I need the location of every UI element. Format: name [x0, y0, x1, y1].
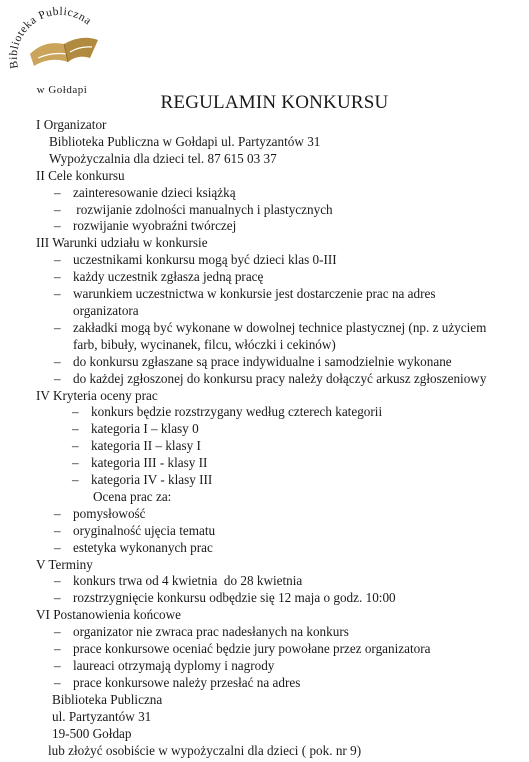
section-heading: VI Postanowienia końcowe [36, 607, 182, 623]
page-title: REGULAMIN KONKURSU [160, 92, 389, 113]
list-item [36, 523, 526, 540]
list-item-text: laureaci otrzymają dyplomy i nagrody [73, 658, 275, 673]
dash-bullet: – [54, 539, 61, 555]
dash-bullet: – [72, 438, 79, 454]
library-logo [4, 2, 122, 100]
list-item [36, 185, 526, 202]
section-heading: III Warunki udziału w konkursie [36, 235, 208, 251]
list-item [36, 269, 526, 286]
list-item-text: kategoria IV - klasy III [91, 472, 213, 488]
list-item [36, 438, 526, 455]
dash-bullet: – [54, 201, 61, 217]
dash-bullet: – [54, 269, 61, 285]
organizer-line: Biblioteka Publiczna w Gołdapi ul. Partyzantów 31 [49, 133, 321, 149]
list-item-text: pomysłowość [73, 505, 146, 521]
list-item [36, 624, 526, 641]
section-heading: I Organizator [36, 117, 107, 132]
list-item-text: warunkiem uczestnictwa w konkursie jest dostarczenie prac na adres organizatora [73, 286, 436, 318]
dash-bullet: – [54, 218, 61, 234]
address-line: Biblioteka Publiczna [52, 691, 163, 707]
dash-bullet: – [54, 353, 61, 369]
list-item-text: rozwijanie zdolności manualnych i plastycznych [73, 201, 333, 217]
list-item-text: konkurs trwa od 4 kwietnia do 28 kwietnia [73, 573, 303, 589]
dash-bullet: – [54, 624, 61, 640]
list-item [36, 202, 526, 219]
dash-bullet: – [54, 319, 61, 335]
list-item [36, 354, 526, 371]
dash-bullet: – [54, 658, 61, 673]
section-heading: IV Kryteria oceny prac [36, 387, 158, 403]
dash-bullet: – [54, 573, 61, 589]
list-item-text: zainteresowanie dzieci książką [73, 184, 236, 200]
list-item-text: prace konkursowe oceniać będzie jury powołane przez organizatora [73, 641, 431, 657]
list-item [36, 658, 526, 675]
dash-bullet: – [72, 455, 79, 471]
logo-arc-text: Biblioteka Publiczna [7, 5, 94, 70]
list-item [36, 506, 526, 523]
dash-bullet: – [72, 421, 79, 437]
address-line: lub złożyć osobiście w wypożyczalni dla dzieci ( pok. nr 9) [48, 742, 362, 758]
list-item-text: estetyka wykonanych prac [73, 539, 213, 555]
dash-bullet: – [54, 252, 61, 268]
list-item-text: uczestnikami konkursu mogą być dzieci klas 0-III [73, 252, 337, 268]
list-item-text: rozstrzygnięcie konkursu odbędzie się 12 maja o godz. 10:00 [73, 590, 396, 606]
book-icon [30, 38, 98, 66]
dash-bullet: – [54, 286, 61, 302]
list-item-text: rozwijanie wyobraźni twórczej [73, 218, 237, 234]
list-item-text: zakładki mogą być wykonane w dowolnej technice plastycznej (np. z użyciem farb, bibuły, wycinanek, filcu, włóczki i cekinów) [73, 319, 487, 352]
list-item [36, 455, 526, 472]
criteria-subheading: Ocena prac za: [93, 488, 172, 504]
list-item-text: każdy uczestnik zgłasza jedną pracę [73, 269, 264, 285]
dash-bullet: – [54, 370, 61, 386]
list-item [36, 472, 526, 489]
list-item [36, 573, 526, 590]
list-item-text: oryginalność ujęcia tematu [73, 522, 216, 538]
list-item [36, 371, 526, 388]
list-item [36, 540, 526, 557]
dash-bullet: – [54, 590, 61, 606]
regulations-document [36, 117, 526, 759]
list-item [36, 218, 526, 235]
section-heading: V Terminy [36, 556, 93, 572]
list-item-text: kategoria II – klasy I [91, 438, 201, 454]
list-item-text: organizator nie zwraca prac nadesłanych na konkurs [73, 624, 349, 640]
list-item-text: do konkursu zgłaszane są prace indywidualne i samodzielnie wykonane [73, 353, 452, 369]
organizer-line: Wypożyczalnia dla dzieci tel. 87 615 03 37 [49, 150, 277, 166]
dash-bullet: – [54, 674, 61, 690]
dash-bullet: – [72, 404, 79, 420]
address-line: 19-500 Gołdap [52, 725, 132, 741]
list-item [36, 286, 466, 320]
section-heading: II Cele konkursu [36, 167, 125, 183]
dash-bullet: – [72, 472, 79, 488]
list-item [36, 252, 526, 269]
list-item-text: konkurs będzie rozstrzygany według czterech kategorii [91, 404, 383, 420]
dash-bullet: – [54, 505, 61, 521]
list-item [36, 590, 526, 607]
list-item-text: kategoria III - klasy II [91, 455, 208, 471]
list-item [36, 421, 526, 438]
address-line: ul. Partyzantów 31 [52, 708, 152, 724]
list-item-text: do każdej zgłoszonej do konkursu pracy należy dołączyć arkusz zgłoszeniowy [73, 370, 487, 386]
list-item-text: kategoria I – klasy 0 [91, 421, 199, 437]
list-item-text: prace konkursowe należy przesłać na adres [73, 674, 301, 690]
logo-bottom-text: w Gołdapi [36, 84, 88, 96]
list-item [36, 320, 513, 354]
list-item [36, 404, 526, 421]
list-item [36, 641, 526, 658]
dash-bullet: – [54, 641, 61, 657]
dash-bullet: – [54, 522, 61, 538]
dash-bullet: – [54, 184, 61, 200]
list-item [36, 675, 526, 692]
